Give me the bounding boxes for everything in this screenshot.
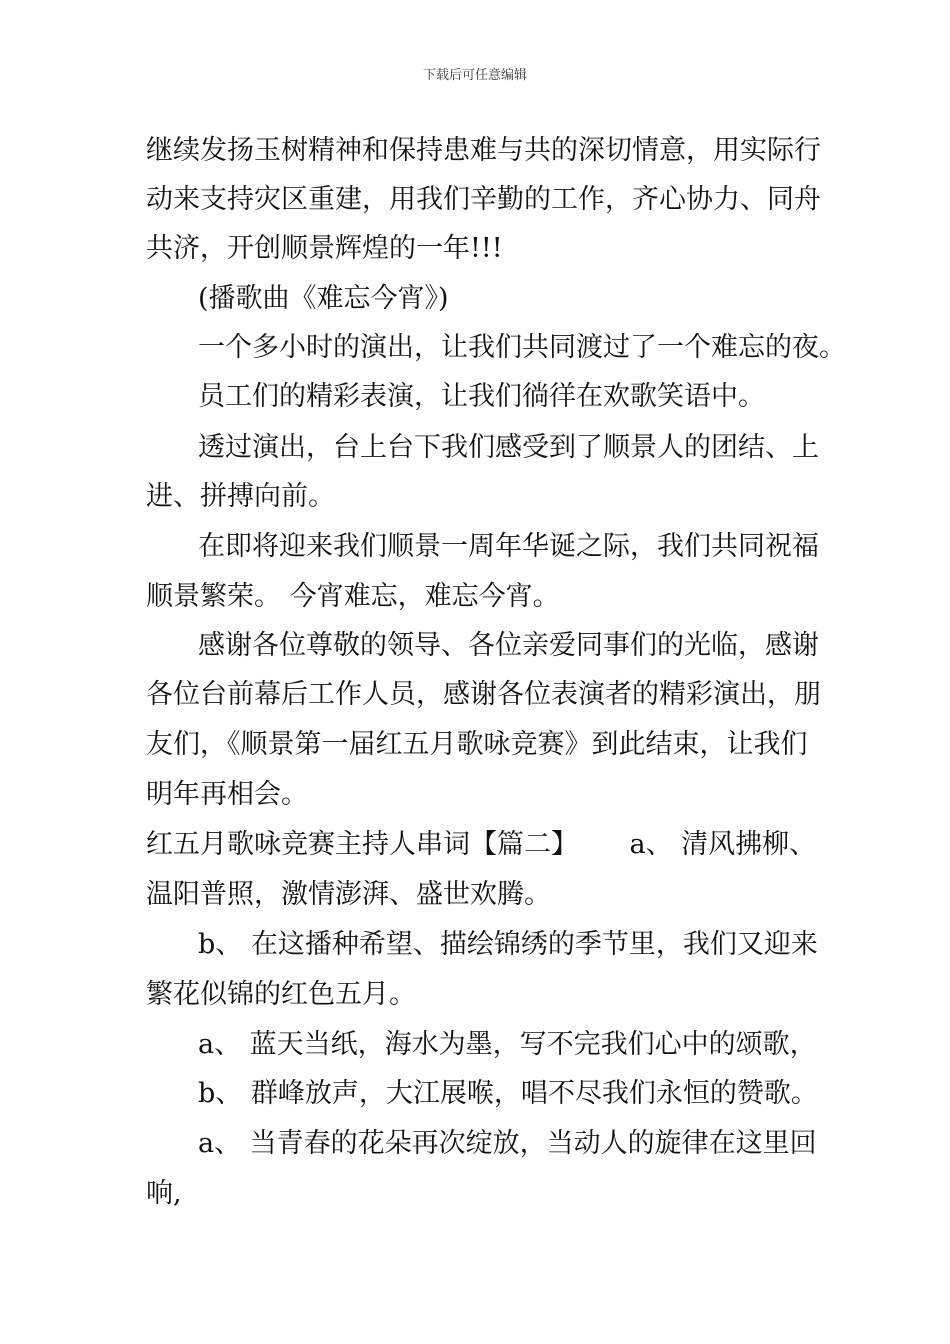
text-line: (播歌曲《难忘今宵》) <box>198 283 449 314</box>
text-line: 共济，开创顺景辉煌的一年!!! <box>146 233 503 264</box>
page-header-note: 下载后可任意编辑 <box>422 68 527 83</box>
text-line: a、 蓝天当纸，海水为墨，写不完我们心中的颂歌， <box>198 1029 817 1060</box>
text-line: 各位台前幕后工作人员，感谢各位表演者的精彩演出，朋 <box>146 679 821 710</box>
text-line: 员工们的精彩表演，让我们徜徉在欢歌笑语中。 <box>198 381 765 412</box>
text-line: 继续发扬玉树精神和保持患难与共的深切情意，用实际行 <box>146 135 821 166</box>
text-line: 繁花似锦的红色五月。 <box>146 979 416 1010</box>
text-line: 红五月歌咏竞赛主持人串词【篇二】 a、 清风拂柳、 <box>146 829 817 860</box>
text-line: 感谢各位尊敬的领导、各位亲爱同事们的光临，感谢 <box>198 630 819 661</box>
text-line: 在即将迎来我们顺景一周年华诞之际，我们共同祝福 <box>198 531 819 562</box>
text-line: 透过演出，台上台下我们感受到了顺景人的团结、上 <box>198 432 819 463</box>
text-line: 动来支持灾区重建，用我们辛勤的工作，齐心协力、同舟 <box>146 184 821 215</box>
text-line: 一个多小时的演出，让我们共同渡过了一个难忘的夜。 <box>198 332 846 363</box>
text-line: a、 当青春的花朵再次绽放，当动人的旋律在这里回 <box>198 1128 817 1159</box>
text-line: 友们，《顺景第一届红五月歌咏竞赛》到此结束，让我们 <box>146 729 808 760</box>
text-line: 响, <box>146 1178 182 1209</box>
text-line: b、 群峰放声，大江展喉，唱不尽我们永恒的赞歌。 <box>198 1078 818 1109</box>
text-line: 顺景繁荣。 今宵难忘，难忘今宵。 <box>146 581 560 612</box>
text-line: 明年再相会。 <box>146 779 308 810</box>
text-line: 温阳普照，激情澎湃、盛世欢腾。 <box>146 879 551 910</box>
text-line: 进、拼搏向前。 <box>146 481 335 512</box>
text-line: b、 在这播种希望、描绘锦绣的季节里，我们又迎来 <box>198 929 818 960</box>
